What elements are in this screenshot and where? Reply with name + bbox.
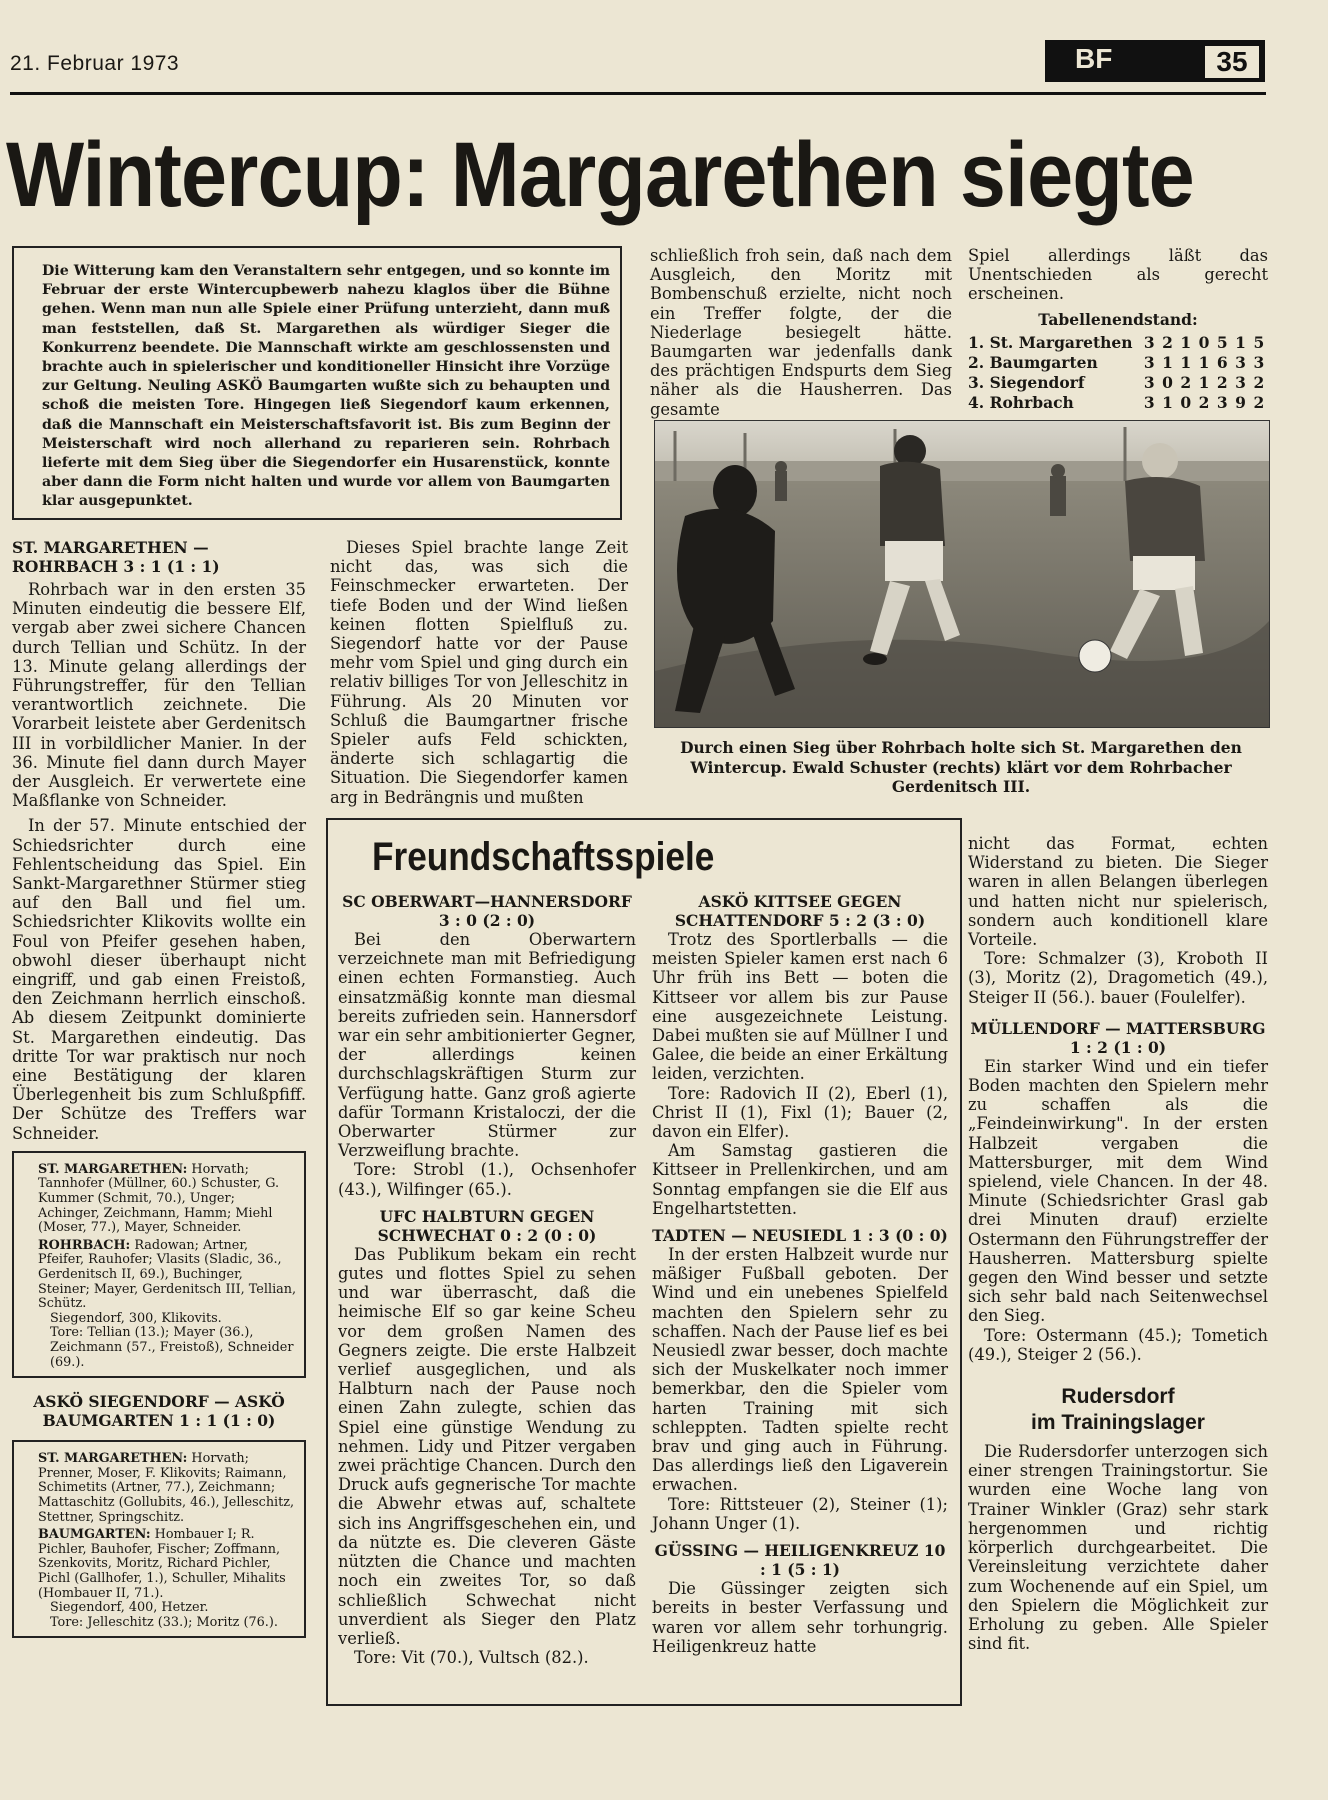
standings-row [968, 353, 1268, 373]
header-rule [10, 92, 1266, 95]
paragraph: In der 57. Minute entschied der Schiedsrichter durch eine Fehlentscheidung das Spiel. Ein Sankt-Margarethner Stürmer stieg auf den Ball und fiel um. Schiedsrichter Klikovits wollte ein Foul von Pfeifer gesehen haben, obwohl dieser überhaupt nicht eingriff, und gab einen Freistoß, den Zeichmann herrlich einschoß. Ab diesem Zeitpunkt dominierte St. Margarethen eindeutig. Das dritte Tor war praktisch nur noch eine Bestätigung der klaren Überlegenheit bis zum Schlußpfiff. Der Schütze des Treffers war Schneider. [12, 816, 306, 1143]
match-heading-guessing: GÜSSING — HEILIGENKREUZ 10 : 1 (5 : 1) [654, 1541, 946, 1580]
standings-row [968, 393, 1268, 413]
standings-value: 1 [1235, 332, 1246, 352]
referee-line: Siegendorf, 400, Hetzer. [50, 1600, 209, 1616]
goals-line: Tore: Strobl (1.), Ochsenhofer (43.), Wilfinger (65.). [338, 1160, 636, 1199]
standings-value: 3 [1235, 352, 1246, 372]
section-badge [1045, 40, 1265, 82]
team-text: Horvath; Prenner, Moser, F. Klikovits; Raimann, Schimetits (Artner, 77.), Zeichmann; Mattaschitz (Gollubits, 46.), Jelleschitz, Stettner, Springschitz. [38, 1451, 295, 1525]
standings-value: 5 [1253, 332, 1265, 352]
match-heading-muellendorf: MÜLLENDORF — MATTERSBURG 1 : 2 (1 : 0) [970, 1018, 1266, 1057]
paragraph: Am Samstag gastieren die Kittseer in Prellenkirchen, und am Sonntag empfangen sie die Elf aus Engelhartstetten. [652, 1141, 948, 1218]
paragraph: Rohrbach war in den ersten 35 Minuten eindeutig die bessere Elf, vergab aber zwei sichere Chancen durch Tellian und Schütz. In der 13. Minute gelang allerdings der Führungstreffer, für den Tellian verantwortlich zeichnete. Die Vorarbeit leistete aber Gerdenitsch III in vorbildlicher Manier. In der 36. Minute fiel dann durch Mayer der Ausgleich. Er verwertete eine Maßflanke von Schneider. [12, 580, 306, 811]
team-text: Radowan; Artner, Pfeifer, Rauhofer; Vlasits (Sladic, 36., Gerdenitsch II, 69.), Buchinger, Steiner; Mayer, Gerdenitsch III, Tellian, Schütz. [38, 1237, 297, 1312]
team-text: Hombauer I; R. Pichler, Bauhofer, Fischer; Zoffmann, Szenkovits, Moritz, Richard Pichler, Pichl (Gallhofer, 1.), Schuller, Mihalits (Hombauer II, 71.). [38, 1527, 286, 1601]
standings-row [968, 373, 1268, 393]
match-photo [654, 420, 1270, 728]
match-heading-tadten: TADTEN — NEUSIEDL 1 : 3 (0 : 0) [652, 1226, 948, 1246]
standings-value: 9 [1235, 393, 1246, 413]
lineup-box-2 [12, 1440, 306, 1638]
standings-table [968, 333, 1268, 414]
standings-value: 3 [1216, 393, 1228, 413]
paragraph: nicht das Format, echten Widerstand zu bieten. Die Sieger waren in allen Belangen überlegen und hatten nicht nur spielerisch, sondern auch konditionell klare Vorteile. [968, 834, 1268, 950]
standings-value: 0 [1180, 393, 1192, 413]
paragraph: Das Publikum bekam ein recht gutes und flottes Spiel zu sehen und war überrascht, daß die heimische Elf so gar keine Scheu vor dem großen Namen des Gegners zeigte. Die erste Halbzeit verlief ausgeglichen, und als Halbturn nach der Pause noch einen Zahn zulegte, schien das Spiel eine günstige Wendung zu nehmen. Lidy und Pitzer vergaben zwei prächtige Chancen. Durch den Druck aufs gegnerische Tor machte die Abwehr etwas auf, schaltete sich ins Angriffsgeschehen ein, und da nützte es. Die cleveren Gäste nützten die Chance und machten noch ein zweites Tor, so daß schließlich Schwechat nicht unverdient als Sieger den Platz verließ. [338, 1244, 636, 1648]
paragraph: Die Güssinger zeigten sich bereits in bester Verfassung und waren vor allem sehr torhungrig. Heiligenkreuz hatte [652, 1579, 948, 1656]
paragraph: Dieses Spiel brachte lange Zeit nicht das, was sich die Feinschmecker erwarteten. Der tiefe Boden und der Wind ließen keinen flotten Spielfluß zu. Siegendorf hatte vor der Pause mehr vom Spiel und ging durch ein relativ billiges Tor von Jelleschitz in Führung. Als 20 Minuten vor Schluß die Baumgartner frische Spieler aufs Feld schickten, änderte sich schlagartig die Situation. Die Siegendorfer kamen arg in Bedrängnis und mußten [330, 538, 628, 807]
standings-value: 2 [1253, 393, 1265, 413]
standings-value: 1 [1198, 352, 1210, 372]
match-heading-halbturn: UFC HALBTURN GEGEN SCHWECHAT 0 : 2 (0 : 0) [377, 1206, 597, 1245]
page-number: 35 [1203, 44, 1261, 80]
standings-value: 5 [1216, 332, 1228, 352]
standings-value: 1 [1180, 332, 1192, 352]
standings-value: 2 [1253, 373, 1265, 393]
standings-value: 2 [1198, 393, 1210, 413]
standings-value: 1 [1162, 352, 1173, 372]
issue-date: 21. Februar 1973 [10, 52, 180, 75]
standings-value: 3 [1143, 373, 1155, 393]
lineup-box-1 [12, 1151, 306, 1378]
friendly-column-a [338, 892, 636, 1667]
team-text: Horvath; Tannhofer (Müllner, 60.) Schuster, G. Kummer (Schmit, 70.), Unger; Achinger, Zeichmann, Hamm; Miehl (Moser, 77.), Mayer, Schneider. [38, 1161, 280, 1236]
goals-line: Tore: Tellian (13.); Mayer (36.), Zeichmann (57., Freistoß), Schneider (69.). [50, 1325, 294, 1370]
standings-value: 2 [1216, 373, 1228, 393]
team-label: BAUMGARTEN: [38, 1527, 151, 1543]
standings-row [968, 333, 1268, 353]
standings-value: 3 [1235, 373, 1246, 393]
intro-box: Die Witterung kam den Veranstaltern sehr entgegen, und so konnte im Februar der erste Wintercupbewerb nahezu klaglos über die Bühne gehen. Wenn man nun alle Spiele einer Prüfung unterzieht, dann muß man feststellen, daß St. Margarethen als würdiger Sieger die Konkurrenz beendete. Die Mannschaft wirkte am geschlossensten und brachte auch in spielerischer und konditioneller Hinsicht ihre Vorzüge zur Geltung. Neuling ASKÖ Baumgarten wußte sich zu behaupten und schoß die meisten Tore. Hingegen ließ Siegendorf kaum erkennen, daß die Mannschaft ein Meisterschaftsfavorit ist. Bis zum Beginn der Meisterschaft wird noch allerhand zu reparieren sein. Rohrbach lieferte mit dem Sieg über die Siegendorfer ein Husarenstück, konnte aber dann die Form nicht halten und wurde vor allem von Baumgarten klar ausgepunktet. [12, 246, 622, 520]
standings-value: 3 [1143, 393, 1155, 413]
photo-caption: Durch einen Sieg über Rohrbach holte sich St. Margarethen den Wintercup. Ewald Schuster (rechts) klärt vor dem Rohrbacher Gerdenitsch III. [680, 738, 1242, 796]
standings-value: 0 [1198, 332, 1210, 352]
rudersdorf-title: Rudersdorf [1061, 1385, 1175, 1409]
standings-value: 2 [1180, 373, 1192, 393]
team-label: ST. MARGARETHEN: [38, 1451, 188, 1467]
standings-value: 3 [1253, 352, 1265, 372]
team-label: ST. MARGARETHEN: [38, 1161, 188, 1177]
paragraph: schließlich froh sein, daß nach dem Ausgleich, den Moritz mit Bombenschuß erzielte, nicht noch ein Treffer folgte, der die Niederlage besiegelt hätte. Baumgarten war jedenfalls dank des prächtigen Endspurts dem Sieg näher als die Hausherren. Das gesamte [650, 246, 952, 419]
goals-line: Tore: Radovich II (2), Eberl (1), Christ II (1), Fixl (1); Bauer (2, davon ein Elfer). [652, 1083, 948, 1142]
match-heading-kittsee: ASKÖ KITTSEE GEGEN SCHATTENDORF 5 : 2 (3 : 0) [674, 892, 926, 930]
goals-line: Tore: Jelleschitz (33.); Moritz (76.). [50, 1614, 278, 1630]
standings-team: 1. St. Margarethen [968, 332, 1133, 352]
goals-line: Tore: Vit (70.), Vultsch (82.). [354, 1648, 589, 1668]
paragraph: Ein starker Wind und ein tiefer Boden machten den Spielern mehr zu schaffen als die „Feindeinwirkung". In der ersten Halbzeit vergaben die Mattersburger, mit dem Wind spielend, viele Chancen. In der 48. Minute (Schiedsrichter Grasl gab drei Minuten drauf) erzielte Ostermann den Führungstreffer der Hausherren. Mattersburg spielte gegen den Wind besser und setzte sich sehr bald nach Seitenwechsel den Sieg. [968, 1056, 1268, 1326]
team-label: ROHRBACH: [38, 1237, 131, 1253]
paragraph: Bei den Oberwartern verzeichnete man mit Befriedigung einen echten Formanstieg. Auch einsatzmäßig konnte man diesmal bereits zufrieden sein. Hannersdorf war ein sehr ambitionierter Gegner, der allerdings keinen durchschlagskräftigen Sturm zur Verfügung hatte. Ganz groß agierte dafür Tormann Kristaloczi, der die Oberwarter Stürmer zur Verzweiflung brachte. [338, 930, 636, 1161]
standings-value: 2 [1162, 332, 1173, 352]
friendly-column-b [652, 892, 948, 1656]
standings-team: 4. Rohrbach [968, 393, 1074, 413]
standings-value: 1 [1180, 352, 1192, 372]
match-heading-oberwart: SC OBERWART—HANNERSDORF 3 : 0 (2 : 0) [342, 892, 632, 930]
column-2-top [330, 538, 628, 807]
column-4-top [968, 246, 1268, 413]
friendly-matches-title: Freundschaftsspiele [372, 835, 715, 879]
paragraph: In der ersten Halbzeit wurde nur mäßiger Fußball geboten. Der Wind und ein unebenes Spielfeld machten den Spielern sehr zu schaffen. Nach der Pause lief es bei Neusiedl zwar besser, doch machte sich der Muskelkater noch immer bemerkbar, den die Spieler vom harten Training mit sich schleppten. Tadten spielte recht brav und ging auch in Führung. Das allerdings ließ den Ligaverein erwachen. [652, 1245, 948, 1495]
standings-value: 1 [1198, 373, 1210, 393]
rudersdorf-subtitle: im Trainingslager [1031, 1411, 1205, 1435]
goals-line: Tore: Rittsteuer (2), Steiner (1); Johann Unger (1). [652, 1494, 948, 1533]
column-5 [968, 834, 1268, 1653]
standings-value: 3 [1143, 352, 1155, 372]
standings-title: Tabellenendstand: [1038, 309, 1198, 329]
standings-value: 0 [1162, 373, 1173, 393]
headline: Wintercup: Margarethen siegte [6, 124, 1194, 226]
paragraph: Spiel allerdings läßt das Unentschieden als gerecht erscheinen. [968, 246, 1268, 304]
match-heading-margarethen-rohrbach: ST. MARGARETHEN — ROHRBACH 3 : 1 (1 : 1) [12, 538, 220, 576]
standings-value: 1 [1162, 393, 1173, 413]
standings-team: 2. Baumgarten [968, 352, 1098, 372]
column-1 [12, 538, 306, 1638]
standings-team: 3. Siegendorf [968, 373, 1085, 393]
standings-value: 3 [1143, 332, 1155, 352]
goals-line: Tore: Schmalzer (3), Kroboth II (3), Moritz (2), Dragometich (49.), Steiger II (56.). bauer (Foulelfer). [968, 949, 1268, 1007]
referee-line: Siegendorf, 300, Klikovits. [50, 1310, 222, 1326]
photo-image [655, 421, 1269, 727]
match-heading-siegendorf-baumgarten: ASKÖ SIEGENDORF — ASKÖ BAUMGARTEN 1 : 1 (1 : 0) [33, 1392, 285, 1431]
section-label: BF [1075, 43, 1113, 74]
column-3-top [650, 246, 952, 419]
paragraph: Die Rudersdorfer unterzogen sich einer strengen Trainingstortur. Sie wurden eine Woche lang von Trainer Winkler (Graz) sehr stark hergenommen und richtig körperlich durchgearbeitet. Die Vereinsleitung verzichtete daher zum Wochenende auf ein Spiel, um den Spielern die Möglichkeit zur Erholung zu geben. Alle Spieler sind fit. [968, 1442, 1268, 1654]
goals-line: Tore: Ostermann (45.); Tometich (49.), Steiger 2 (56.). [968, 1325, 1268, 1364]
paragraph: Trotz des Sportlerballs — die meisten Spieler kamen erst nach 6 Uhr früh ins Bett — boten die Kittseer vor allem bis zur Pause eine ausgezeichnete Leistung. Dabei mußten sie auf Müllner I und Galee, die beide an einer Erkältung leiden, verzichten. [652, 930, 948, 1084]
standings-value: 6 [1216, 352, 1228, 372]
